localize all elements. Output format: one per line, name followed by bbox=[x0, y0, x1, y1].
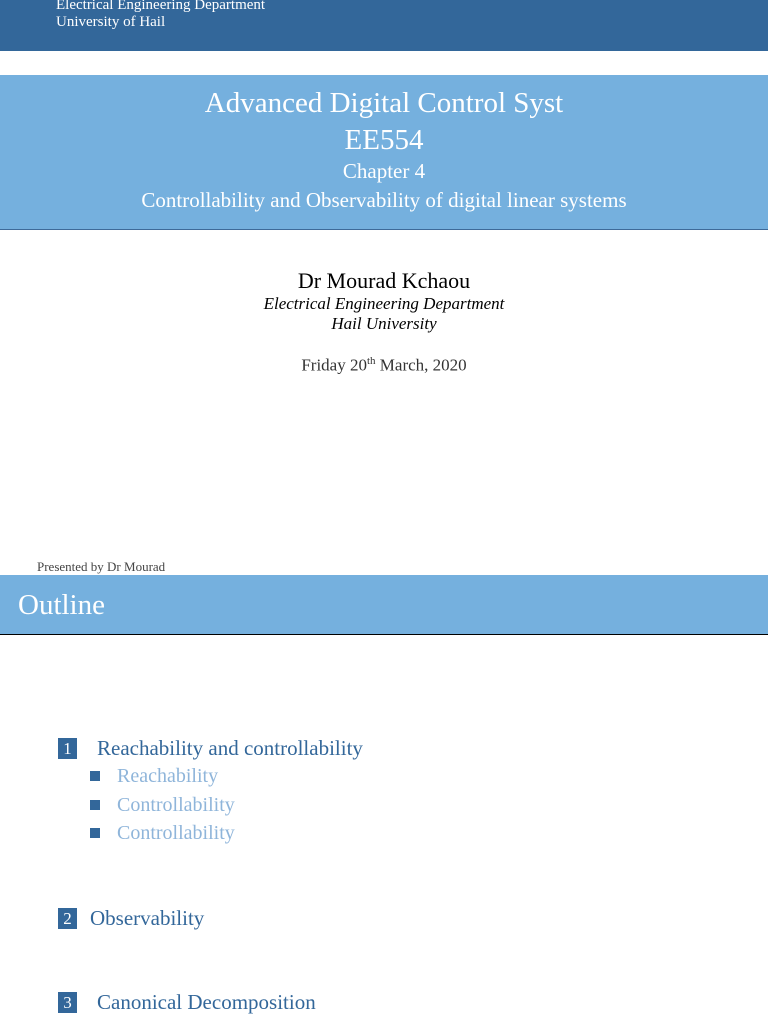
square-bullet-icon bbox=[90, 800, 100, 810]
header-university: University of Hail bbox=[56, 14, 166, 30]
section-number: 1 bbox=[58, 738, 77, 759]
section-label: Canonical Decomposition bbox=[97, 990, 316, 1014]
date-month-year: March, 2020 bbox=[375, 355, 467, 375]
outline-section-1[interactable] bbox=[58, 736, 363, 760]
course-code: EE554 bbox=[344, 124, 424, 156]
outline-header bbox=[0, 575, 768, 635]
outline-title: Outline bbox=[18, 589, 105, 621]
course-title: Advanced Digital Control Syst bbox=[204, 87, 564, 119]
slide-footer: Presented by Dr Mourad bbox=[37, 559, 166, 574]
outline-section-3[interactable] bbox=[58, 990, 316, 1014]
header-bar bbox=[0, 0, 768, 51]
section-number: 3 bbox=[58, 992, 77, 1013]
author-name: Dr Mourad Kchaou bbox=[297, 268, 471, 293]
outline-subsection-controllability[interactable] bbox=[90, 794, 235, 816]
subsection-label: Reachability bbox=[117, 765, 219, 787]
outline-section-2[interactable] bbox=[58, 906, 204, 930]
author-department: Electrical Engineering Department bbox=[263, 294, 505, 313]
date-day: Friday 20 bbox=[301, 355, 367, 375]
author-university: Hail University bbox=[331, 314, 437, 333]
outline-subsection-reachability[interactable] bbox=[90, 765, 218, 787]
square-bullet-icon bbox=[90, 828, 100, 838]
chapter-subtitle: Controllability and Observability of digital linear systems bbox=[141, 188, 627, 212]
section-label: Observability bbox=[90, 906, 205, 930]
section-number: 2 bbox=[58, 908, 77, 929]
chapter-label: Chapter 4 bbox=[342, 159, 426, 183]
subsection-label: Controllability bbox=[117, 794, 235, 816]
author-block bbox=[0, 268, 768, 334]
outline-subsection-controllability-2[interactable] bbox=[90, 822, 235, 844]
title-block bbox=[0, 75, 768, 230]
section-label: Reachability and controllability bbox=[97, 736, 363, 760]
date-suffix: th bbox=[366, 355, 376, 367]
header-department: Electrical Engineering Department bbox=[56, 0, 266, 13]
subsection-label: Controllability bbox=[117, 822, 235, 844]
square-bullet-icon bbox=[90, 771, 100, 781]
presentation-date bbox=[0, 355, 768, 376]
